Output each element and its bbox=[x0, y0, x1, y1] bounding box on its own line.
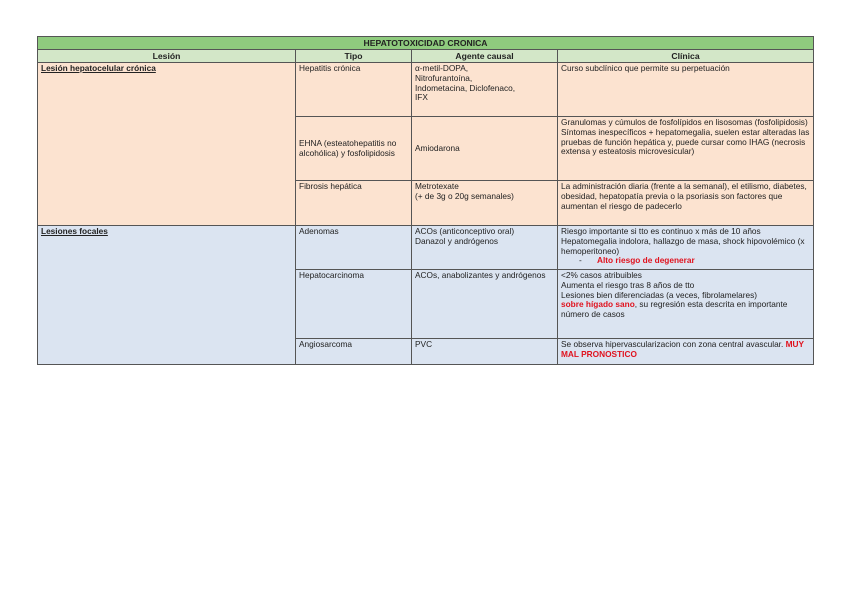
tipo-cell: Fibrosis hepática bbox=[296, 181, 412, 226]
tipo-cell: Angiosarcoma bbox=[296, 339, 412, 365]
clinica-line: <2% casos atribuibles bbox=[561, 270, 642, 280]
tipo-cell: Hepatitis crónica bbox=[296, 63, 412, 117]
header-clinica: Clínica bbox=[558, 50, 814, 63]
agente-line: IFX bbox=[415, 92, 428, 103]
bullet-dash: - bbox=[579, 255, 582, 266]
agente-line: ACOs (anticonceptivo oral) bbox=[415, 226, 515, 236]
sobre-higado-sano-text: sobre hígado sano bbox=[561, 299, 635, 310]
clinica-line: Aumenta el riesgo tras 8 años de tto bbox=[561, 279, 695, 290]
clinica-line: Hepatomegalia indolora, hallazgo de masa, shock hipovolémico (x hemoperitoneo) bbox=[561, 235, 805, 256]
regresion-text: , su regresión esta descrita en importante número de casos bbox=[561, 299, 788, 320]
agente-line: PVC bbox=[415, 339, 433, 349]
table-title: HEPATOTOXICIDAD CRONICA bbox=[38, 37, 814, 50]
clinica-cell bbox=[558, 339, 814, 365]
clinica-line: Síntomas inespecíficos + hepatomegalia, suelen estar alteradas las pruebas de función hepática y, puede cursar como IHAG (necrosis extensa y esteatosis microvesicular) bbox=[561, 126, 810, 157]
clinica-bullet bbox=[561, 256, 810, 266]
clinica-cell bbox=[558, 63, 814, 117]
agente-line: ACOs, anabolizantes y andrógenos bbox=[415, 270, 546, 280]
agente-cell bbox=[412, 226, 558, 270]
tipo-cell: Hepatocarcinoma bbox=[296, 270, 412, 339]
alto-riesgo-text: Alto riesgo de degenerar bbox=[597, 255, 695, 266]
agente-cell bbox=[412, 339, 558, 365]
angiosarcoma-clinica-text: Se observa hipervascularizacion con zona central avascular. bbox=[561, 339, 786, 349]
tipo-cell: Adenomas bbox=[296, 226, 412, 270]
header-agente: Agente causal bbox=[412, 50, 558, 63]
agente-line: α-metil-DOPA, bbox=[415, 63, 469, 73]
agente-line: Nitrofurantoína, bbox=[415, 72, 473, 83]
agente-line: Indometacina, Diclofenaco, bbox=[415, 82, 516, 93]
agente-line: Amiodarona bbox=[415, 142, 460, 153]
lesion-focales: Lesiones focales bbox=[38, 226, 296, 365]
agente-cell bbox=[412, 181, 558, 226]
clinica-line: Riesgo importante si tto es continuo x más de 10 años bbox=[561, 226, 761, 236]
clinica-line: Granulomas y cúmulos de fosfolípidos en lisosomas (fosfolipidosis) bbox=[561, 117, 808, 127]
header-tipo: Tipo bbox=[296, 50, 412, 63]
clinica-cell bbox=[558, 117, 814, 181]
agente-cell bbox=[412, 117, 558, 181]
hepatotoxicity-table bbox=[37, 36, 814, 365]
agente-line: Metrotexate bbox=[415, 181, 459, 191]
muy-mal-pronostico-text: MUY MAL PRONOSTICO bbox=[561, 339, 804, 359]
clinica-line: Lesiones bien diferenciadas (a veces, fibrolamelares) bbox=[561, 289, 758, 300]
tipo-cell: EHNA (esteatohepatitis no alcohólica) y fosfolipidosis bbox=[296, 117, 412, 181]
table-row bbox=[38, 63, 814, 117]
clinica-cell bbox=[558, 226, 814, 270]
clinica-cell bbox=[558, 270, 814, 339]
table-row bbox=[38, 226, 814, 270]
clinica-line bbox=[561, 300, 810, 320]
agente-line: Danazol y andrógenos bbox=[415, 235, 499, 246]
agente-line: (+ de 3g o 20g semanales) bbox=[415, 190, 514, 201]
header-lesion: Lesión bbox=[38, 50, 296, 63]
lesion-hepatocelular-cronica: Lesión hepatocelular crónica bbox=[38, 63, 296, 226]
agente-cell bbox=[412, 270, 558, 339]
agente-cell bbox=[412, 63, 558, 117]
clinica-cell bbox=[558, 181, 814, 226]
clinica-line: La administración diaria (frente a la semanal), el etilismo, diabetes, obesidad, hepatopatía previa o la psoriasis son factores que aumentan el riesgo de padecerlo bbox=[561, 181, 807, 211]
clinica-line: Curso subclínico que permite su perpetuación bbox=[561, 63, 730, 73]
